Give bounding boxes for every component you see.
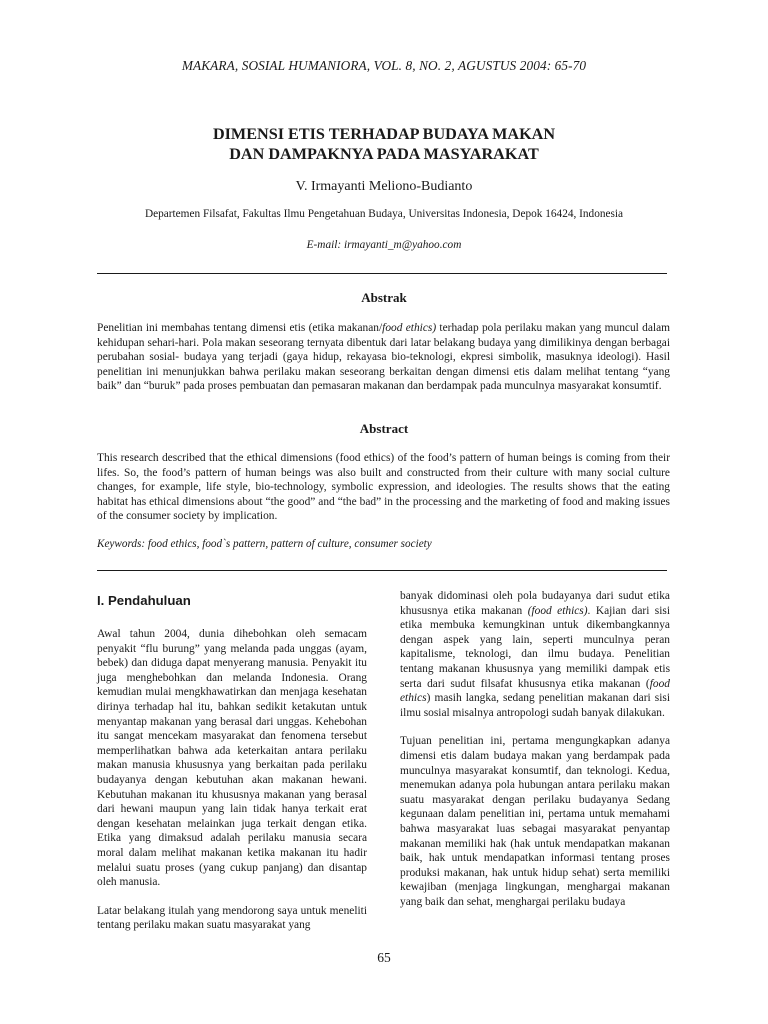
abstrak-text-italic: food ethics) bbox=[382, 322, 437, 334]
keywords: Keywords: food ethics, food`s pattern, pattern of culture, consumer society bbox=[97, 538, 432, 550]
abstrak-heading: Abstrak bbox=[361, 290, 407, 305]
abstrak-text-part: Penelitian ini membahas tentang dimensi etis (etika makanan/ bbox=[97, 322, 383, 334]
section-heading: I. Pendahuluan bbox=[97, 593, 191, 608]
page-number: 65 bbox=[377, 950, 391, 965]
author-name: V. Irmayanti Meliono-Budianto bbox=[295, 179, 473, 194]
title-line-1: DIMENSI ETIS TERHADAP BUDAYA MAKAN bbox=[212, 125, 556, 143]
right-paragraph-part: ) masih langka, sedang penelitian makanan dari sisi ilmu sosial misalnya antropologi sudah banyak dilakukan. bbox=[400, 692, 670, 719]
right-paragraph-1 bbox=[400, 589, 670, 720]
right-paragraph-2: Tujuan penelitian ini, pertama mengungkapkan adanya dimensi etis dalam budaya makan yang berdampak pada munculnya masyarakat konsumtif, dan teknologi. Kedua, menemukan adanya pola hubungan antara perilaku makan suatu masyarakat dengan perilaku budayanya Sedang kegunaan dalam penelitian ini, pertama untuk memahami bahwa masyarakat luas sebagai masyarakat penyantap makanan memiliki hak (hak untuk mendapatkan makanan baik, hak untuk mendapatkan informasi tentang proses produksi makanan, hak untuk hidup sehat) serta memiliki kewajiban (menjaga lingkungan, menghargai makanan yang baik dan sehat, menghargai perilaku budaya bbox=[400, 735, 670, 908]
author-email: E-mail: irmayanti_m@yahoo.com bbox=[306, 239, 462, 251]
article-title bbox=[0, 124, 768, 164]
right-paragraph-part: . Kajian dari sisi etika membuka kemungkinan untuk dikembangkannya dengan aspek yang lain, seperti munculnya peran kapitalisme, teknologi, dan ilmu budaya. Penelitian tentang makanan khususnya yang memiliki dampak etis serta dari sudut filsafat khususnya etika makanan ( bbox=[400, 604, 670, 690]
left-paragraph-1: Awal tahun 2004, dunia dihebohkan oleh semacam penyakit “flu burung” yang melanda pada unggas (ayam, bebek) dan diduga dapat menyerang manusia. Penyakit itu juga menghebohkan dan melanda Indonesia. Orang kemudian mulai mengkhawatirkan dan menjaga kesehatan dirinya terhadap hal itu, bahkan sedikit ketakutan untuk menyantap makanan yang berasal dari unggas. Kehebohan itu sangat mencekam masyarakat dan fenomena tersebut memperlihatkan bahwa ada keterkaitan antara perilaku makan manusia khususnya yang berkaitan pada perilaku budayanya dengan kebutuhan akan makanan hewani. Kebutuhan makanan itu khususnya makanan yang berasal dari hewani maupun yang lain tidak hanya terkait erat dengan kesehatan melainkan juga terkait dengan etika. Etika yang dimaksud adalah perilaku manusia secara moral dalam melihat makanan ketika makanan itu hadir melalui suatu proses (yang cukup panjang) dan disantap oleh manusia. bbox=[97, 628, 367, 889]
abstract-text: This research described that the ethical dimensions (food ethics) of the food’s pattern of human beings is coming from their lifes. So, the food’s pattern of human beings was also built and constructed from their culture with many social culture changes, for example, life style, bio-technology, symbolic expression, and ideologies. The results shows that the eating habitat has ethical dimensions about “the good” and “the bad” in the processing and the marketing of food and making issues of the consumer society by implication. bbox=[97, 452, 670, 522]
abstract-heading: Abstract bbox=[359, 421, 409, 436]
journal-header: MAKARA, SOSIAL HUMANIORA, VOL. 8, NO. 2, AGUSTUS 2004: 65-70 bbox=[181, 58, 587, 73]
divider-top bbox=[97, 273, 667, 274]
right-paragraph-italic: (food ethics) bbox=[527, 604, 588, 617]
author-affiliation: Departemen Filsafat, Fakultas Ilmu Pengetahuan Budaya, Universitas Indonesia, Depok 16424, Indonesia bbox=[144, 208, 624, 220]
abstrak-text-part: terhadap pola perilaku makan yang muncul dalam kehidupan sehari-hari. Pola makan seseorang ternyata dibentuk dari latar belakang budaya yang dimilikinya dengan berbagai perubahan sosial- budaya yang terjadi (gaya hidup, rekayasa bio-teknologi, ekpresi simbolik, masuknya ideologi). Hasil penelitian ini menunjukkan bahwa perilaku makan seseorang berkaitan dengan dimensi etis dalam melihat tentang “yang baik” dan “buruk” pada proses pembuatan dan pemasaran makanan dan berdampak pada munculnya masyarakat konsumtif. bbox=[97, 322, 671, 392]
right-paragraph-part: banyak didominasi oleh pola budayanya dari sudut etika khususnya etika makanan bbox=[400, 590, 670, 617]
left-paragraph-2: Latar belakang itulah yang mendorong saya untuk meneliti tentang perilaku makan suatu masyarakat yang bbox=[97, 904, 367, 932]
right-paragraph-italic: food ethics bbox=[400, 677, 670, 705]
abstrak-text bbox=[97, 321, 670, 394]
left-column bbox=[97, 627, 367, 933]
title-line-2: DAN DAMPAKNYA PADA MASYARAKAT bbox=[229, 145, 539, 163]
right-column bbox=[400, 589, 670, 909]
divider-bottom bbox=[97, 570, 667, 571]
